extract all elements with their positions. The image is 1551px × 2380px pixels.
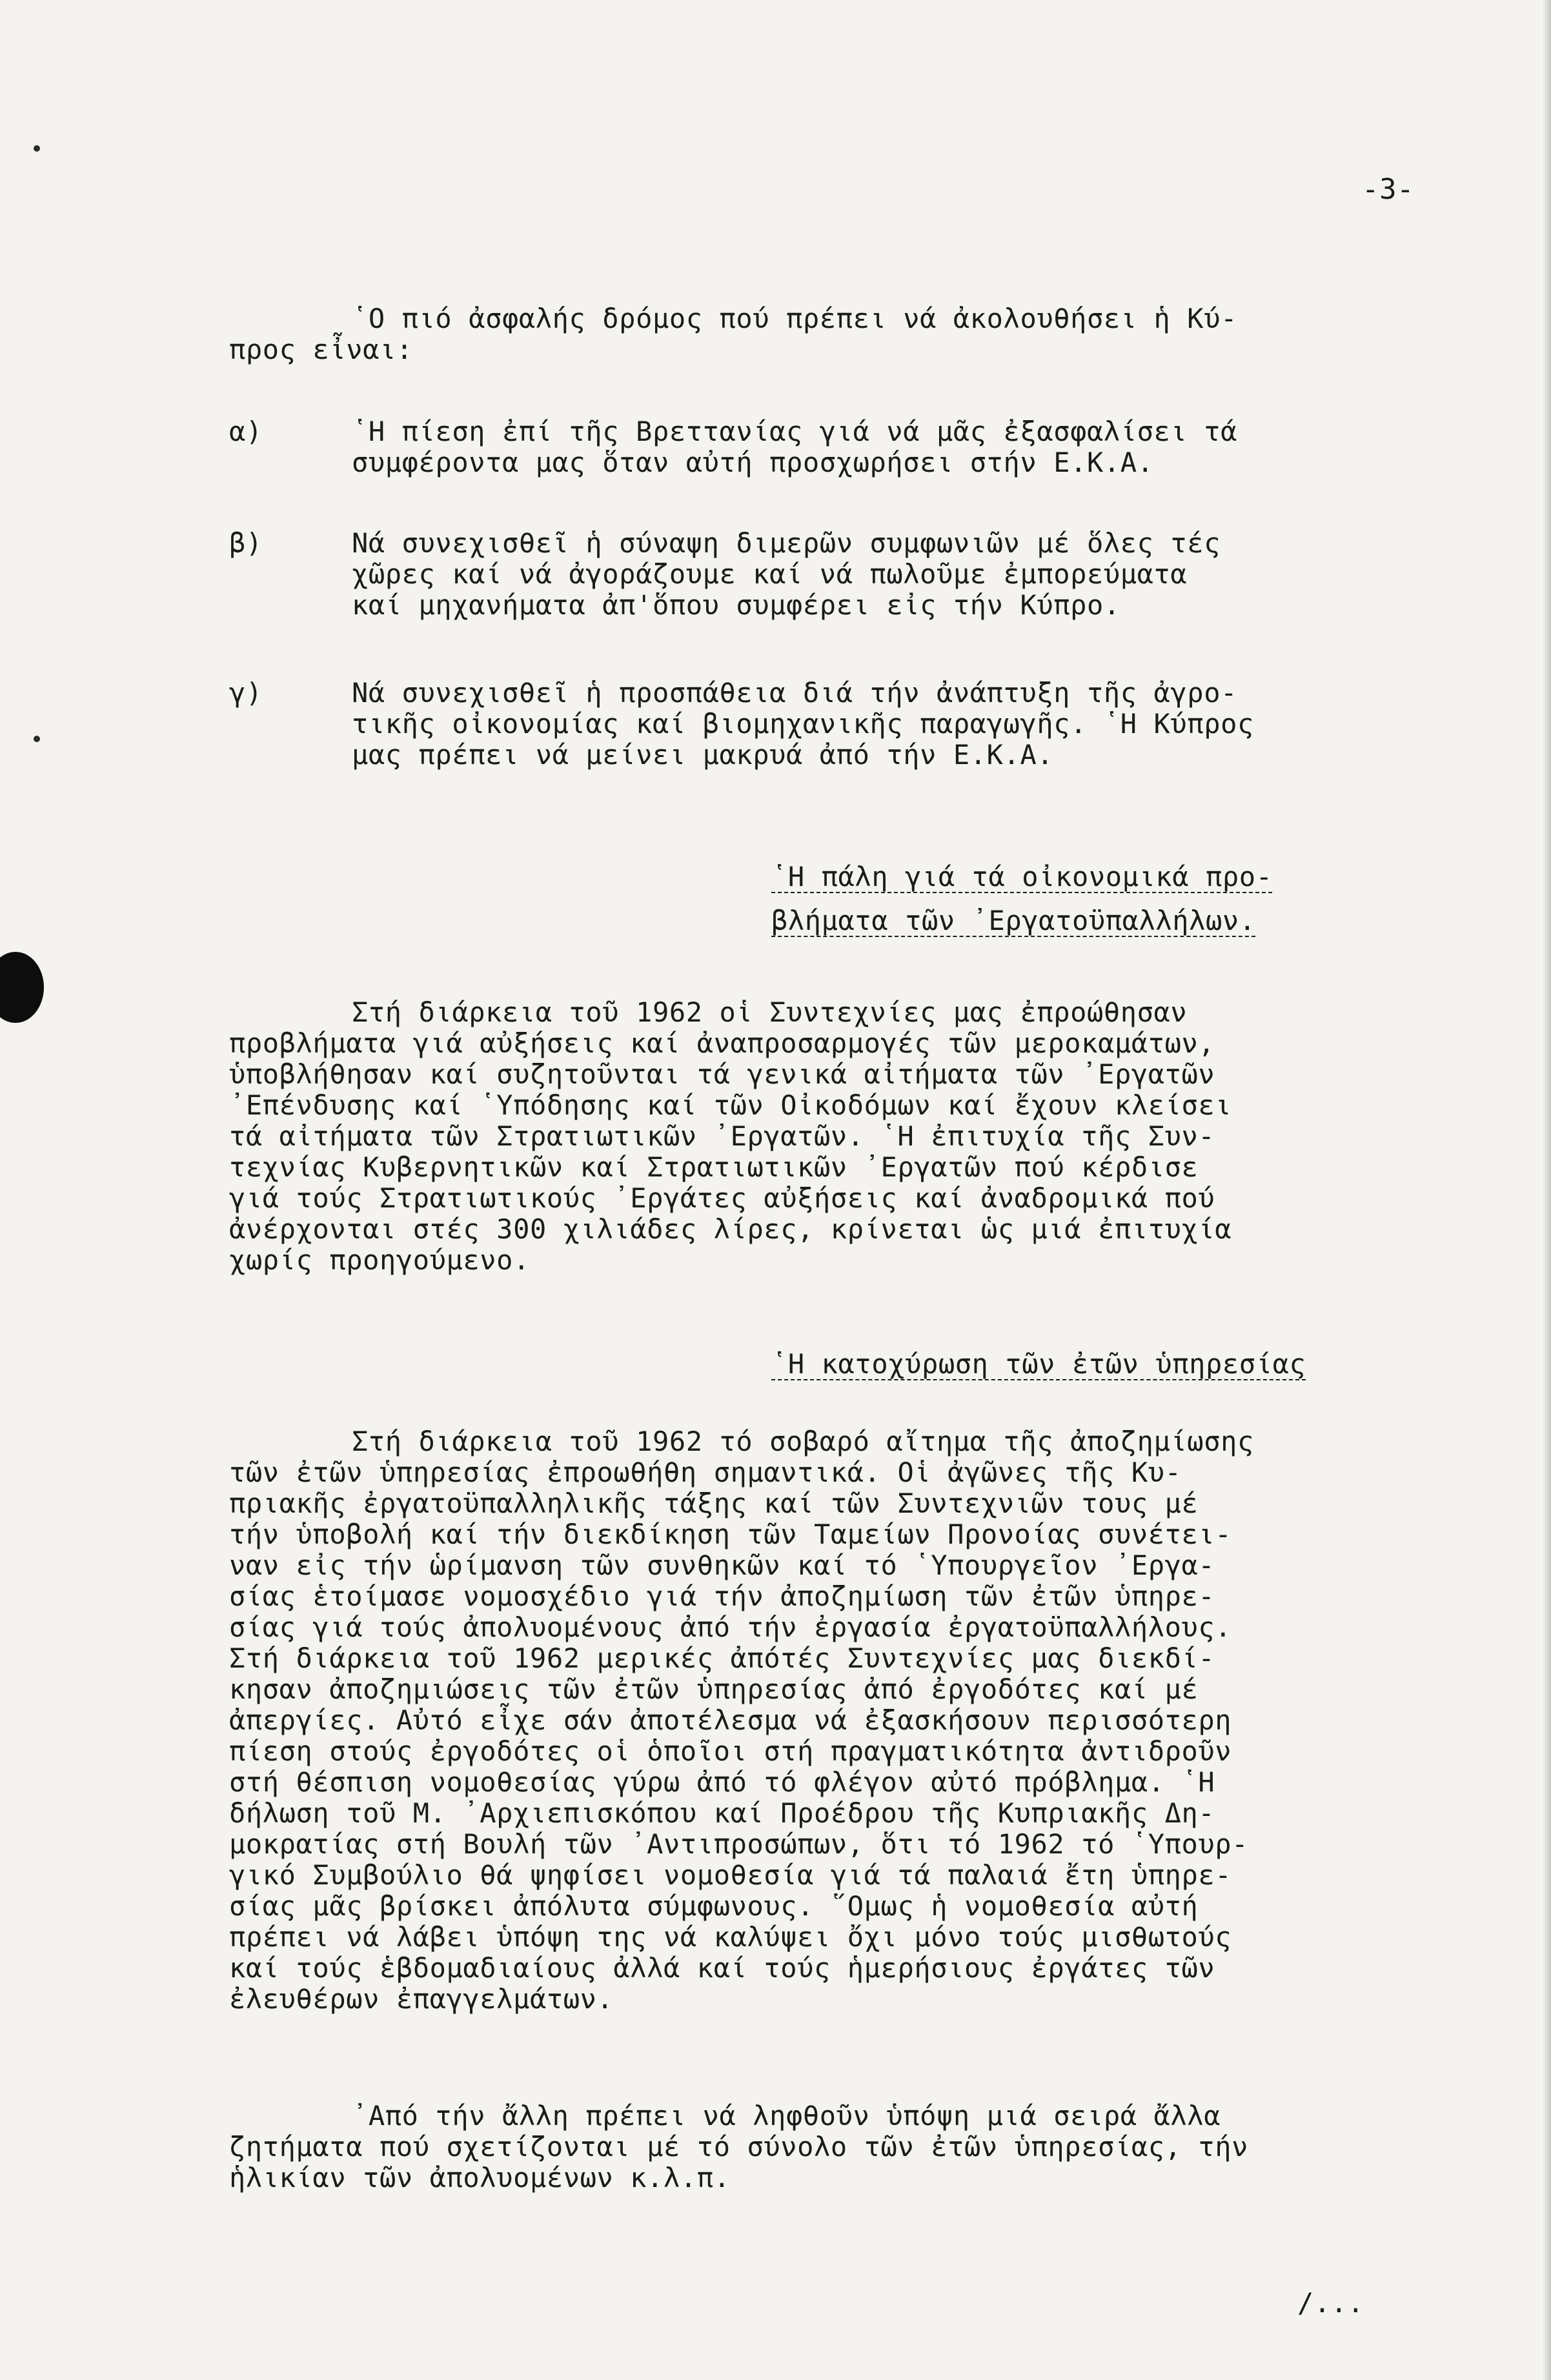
list-item-line: μας πρέπει νά μείνει μακρυά ἀπό τήν Ε.Κ.Α.: [352, 739, 1054, 771]
paragraph-line: πρέπει νά λάβει ὑπόψη της νά καλύψει ὄχι μόνο τούς μισθωτούς: [229, 1921, 1232, 1953]
paragraph-line: σίας μᾶς βρίσκει ἀπόλυτα σύμφωνους. ῞Ομως ἡ νομοθεσία αὐτή: [229, 1890, 1199, 1922]
list-marker: α): [229, 416, 263, 447]
list-marker: β): [229, 527, 263, 559]
ink-speck: [34, 145, 40, 152]
paragraph-line: πίεση στούς ἐργοδότες οἱ ὁποῖοι στή πραγματικότητα ἀντιδροῦν: [229, 1735, 1232, 1767]
paragraph-line: καί τούς ἑβδομαδιαίους ἀλλά καί τούς ἡμερήσιους ἐργάτες τῶν: [229, 1952, 1215, 1984]
intro-line: προς εἶναι:: [229, 334, 413, 365]
paragraph-line: τεχνίας Κυβερνητικῶν καί Στρατιωτικῶν ᾿Εργατῶν πού κέρδισε: [229, 1151, 1199, 1183]
paragraph-line: ναν εἰς τήν ὡρίμανση τῶν συνθηκῶν καί τό ῾Υπουργεῖον ᾿Εργα-: [229, 1549, 1215, 1581]
list-item-line: Νά συνεχισθεῖ ἡ προσπάθεια διά τήν ἀνάπτυξη τῆς ἀγρο-: [352, 677, 1237, 709]
list-item-line: χῶρες καί νά ἀγοράζουμε καί νά πωλοῦμε ἐμπορεύματα: [352, 558, 1188, 590]
paragraph-line: τήν ὑποβολή καί τήν διεκδίκηση τῶν Ταμείων Προνοίας συνέτει-: [229, 1518, 1232, 1550]
paragraph-line: τῶν ἐτῶν ὑπηρεσίας ἐπροωθήθη σημαντικά. Οἱ ἀγῶνες τῆς Κυ-: [229, 1457, 1182, 1488]
heading-line: βλήματα τῶν ᾿Εργατοϋπαλλήλων.: [771, 905, 1256, 936]
paragraph-line: Στή διάρκεια τοῦ 1962 μερικές ἀπότές Συντεχνίες μας διεκδί-: [229, 1642, 1215, 1674]
paragraph-line: μοκρατίας στή Βουλή τῶν ᾿Αντιπροσώπων, ὅτι τό 1962 τό ῾Υπουρ-: [229, 1828, 1249, 1860]
paragraph-line: προβλήματα γιά αὐξήσεις καί ἀναπροσαρμογές τῶν μεροκαμάτων,: [229, 1027, 1215, 1059]
page-number: -3-: [1362, 173, 1415, 206]
paragraph-line: πριακῆς ἐργατοϋπαλληλικῆς τάξης καί τῶν Συντεχνιῶν τους μέ: [229, 1488, 1199, 1519]
paragraph-line: ᾿Επένδυσης καί ῾Υπόδησης καί τῶν Οἰκοδόμων καί ἔχουν κλείσει: [229, 1089, 1232, 1121]
paragraph-line: ἡλικίαν τῶν ἀπολυομένων κ.λ.π.: [229, 2162, 731, 2193]
paragraph-line: ζητήματα πού σχετίζονται μέ τό σύνολο τῶν ἐτῶν ὑπηρεσίας, τήν: [229, 2131, 1249, 2163]
paragraph-line: Στή διάρκεια τοῦ 1962 τό σοβαρό αἴτημα τῆς ἀποζημίωσης: [352, 1426, 1254, 1457]
paragraph-line: ἀπεργίες. Αὐτό εἶχε σάν ἀποτέλεσμα νά ἐξασκήσουν περισσότερη: [229, 1704, 1232, 1736]
paragraph-line: σίας γιά τούς ἀπολυομένους ἀπό τήν ἐργασία ἐργατοϋπαλλήλους.: [229, 1611, 1232, 1643]
paragraph-line: ἀνέρχονται στές 300 χιλιάδες λίρες, κρίνεται ὡς μιά ἐπιτυχία: [229, 1213, 1232, 1245]
paragraph-line: κησαν ἀποζημιώσεις τῶν ἐτῶν ὑπηρεσίας ἀπό ἐργοδότες καί μέ: [229, 1673, 1199, 1705]
paragraph-line: δήλωση τοῦ Μ. ᾿Αρχιεπισκόπου καί Προέδρου τῆς Κυπριακῆς Δη-: [229, 1797, 1215, 1829]
paragraph-line: γιά τούς Στρατιωτικούς ᾿Εργάτες αὐξήσεις καί ἀναδρομικά πού: [229, 1182, 1215, 1214]
list-marker: γ): [229, 677, 263, 709]
paragraph-line: ᾿Από τήν ἄλλη πρέπει νά ληφθοῦν ὑπόψη μιά σειρά ἄλλα: [352, 2100, 1221, 2132]
paragraph-line: στή θέσπιση νομοθεσίας γύρω ἀπό τό φλέγον αὐτό πρόβλημα. ῾Η: [229, 1766, 1215, 1798]
list-item-line: τικῆς οἰκονομίας καί βιομηχανικῆς παραγωγῆς. ῾Η Κύπρος: [352, 708, 1254, 740]
punch-hole: [0, 952, 44, 1023]
paragraph-line: Στή διάρκεια τοῦ 1962 οἱ Συντεχνίες μας ἐπροώθησαν: [352, 996, 1188, 1028]
list-item-line: καί μηχανήματα ἀπ'ὅπου συμφέρει εἰς τήν Κύπρο.: [352, 589, 1120, 621]
ink-speck: [34, 736, 40, 742]
paragraph-line: χωρίς προηγούμενο.: [229, 1244, 530, 1276]
paragraph-line: ὑποβλήθησαν καί συζητοῦνται τά γενικά αἰτήματα τῶν ᾿Εργατῶν: [229, 1058, 1215, 1090]
list-item-line: Νά συνεχισθεῖ ἡ σύναψη διμερῶν συμφωνιῶν μέ ὅλες τές: [352, 527, 1221, 559]
heading-line: ῾Η πάλη γιά τά οἰκονομικά προ-: [771, 861, 1273, 892]
page-edge-shadow: [1542, 0, 1551, 2380]
list-item-line: συμφέροντα μας ὅταν αὐτή προσχωρήσει στήν Ε.Κ.Α.: [352, 447, 1154, 478]
paragraph-line: ἐλευθέρων ἐπαγγελμάτων.: [229, 1983, 614, 2015]
paragraph-line: σίας ἑτοίμασε νομοσχέδιο γιά τήν ἀποζημίωση τῶν ἐτῶν ὑπηρε-: [229, 1580, 1215, 1612]
paragraph-line: τά αἰτήματα τῶν Στρατιωτικῶν ᾿Εργατῶν. ῾Η ἐπιτυχία τῆς Συν-: [229, 1120, 1215, 1152]
list-item-line: ῾Η πίεση ἐπί τῆς Βρεττανίας γιά νά μᾶς ἐξασφαλίσει τά: [352, 416, 1237, 447]
intro-line: ῾Ο πιό ἀσφαλής δρόμος πού πρέπει νά ἀκολουθήσει ἡ Κύ-: [352, 303, 1237, 334]
continuation-mark: /...: [1297, 2287, 1364, 2319]
section-heading-years-of-service: ῾Η κατοχύρωση τῶν ἐτῶν ὑπηρεσίας: [771, 1348, 1306, 1380]
paragraph-line: γικό Συμβούλιο θά ψηφίσει νομοθεσία γιά τά παλαιά ἔτη ὑπηρε-: [229, 1859, 1232, 1891]
